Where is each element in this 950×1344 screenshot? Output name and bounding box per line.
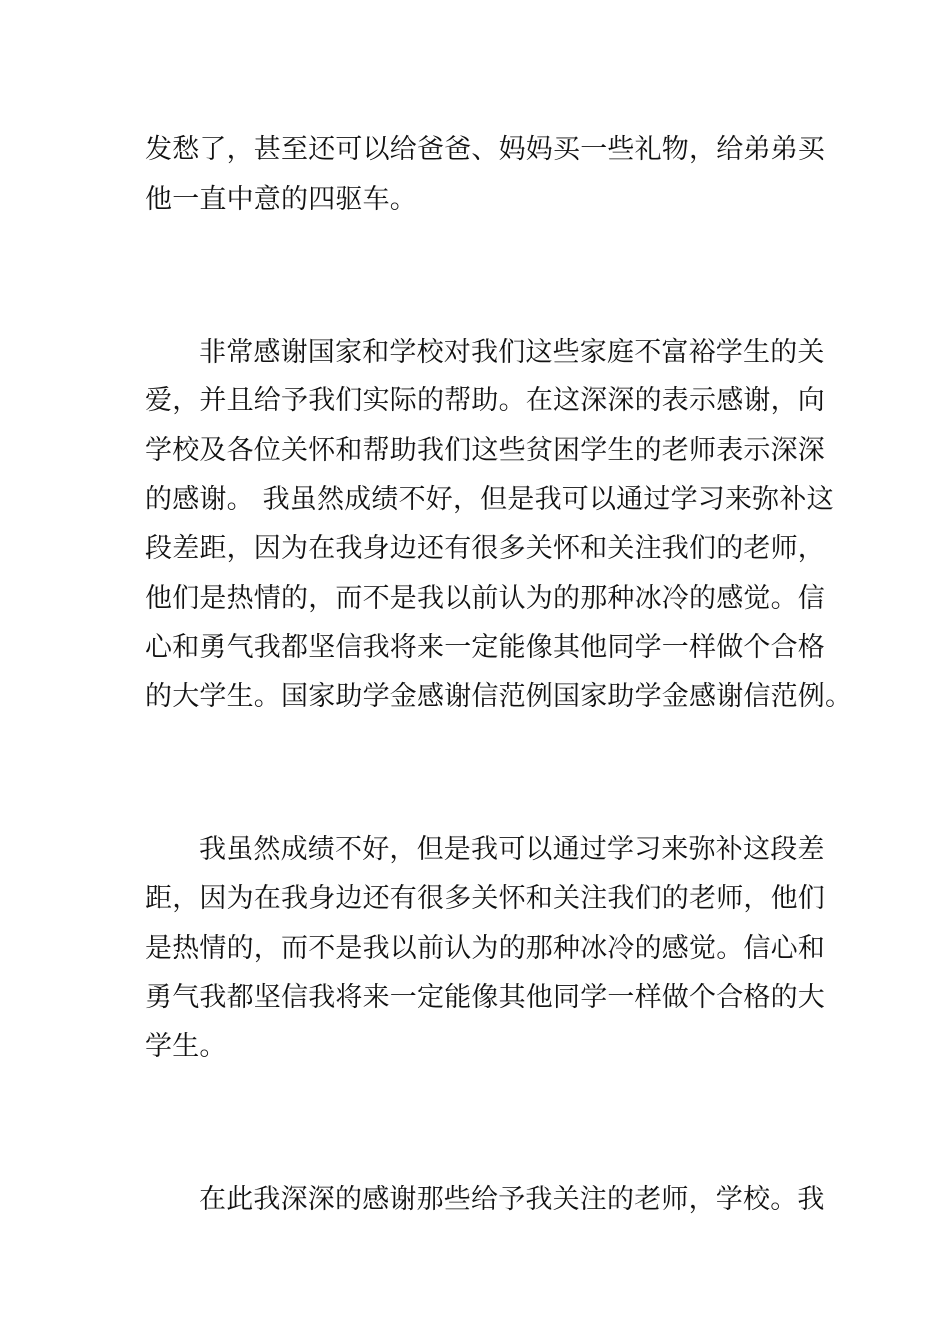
paragraph-2-line-3: 学校及各位关怀和帮助我们这些贫困学生的老师表示深深 xyxy=(145,435,825,466)
paragraph-2-line-5: 段差距，因为在我身边还有很多关怀和关注我们的老师， xyxy=(145,533,825,564)
paragraph-4-line-1: 在此我深深的感谢那些给予我关注的老师，学校。我 xyxy=(199,1184,825,1215)
paragraph-3-line-1: 我虽然成绩不好，但是我可以通过学习来弥补这段差 xyxy=(199,834,825,865)
paragraph-3-line-5: 学生。 xyxy=(145,1031,227,1062)
paragraph-2-line-6: 他们是热情的，而不是我以前认为的那种冰冷的感觉。信 xyxy=(145,583,825,614)
paragraph-1-line-1: 发愁了，甚至还可以给爸爸、妈妈买一些礼物，给弟弟买 xyxy=(145,134,825,165)
paragraph-2-line-1: 非常感谢国家和学校对我们这些家庭不富裕学生的关 xyxy=(199,337,825,368)
paragraph-3-line-3: 是热情的，而不是我以前认为的那种冰冷的感觉。信心和 xyxy=(145,933,825,964)
paragraph-3-line-2: 距，因为在我身边还有很多关怀和关注我们的老师，他们 xyxy=(145,883,825,914)
paragraph-2-line-2: 爱，并且给予我们实际的帮助。在这深深的表示感谢，向 xyxy=(145,385,825,416)
paragraph-2-line-8: 的大学生。国家助学金感谢信范例国家助学金感谢信范例。 xyxy=(145,681,853,712)
paragraph-1-line-2: 他一直中意的四驱车。 xyxy=(145,184,417,215)
paragraph-2-line-7: 心和勇气我都坚信我将来一定能像其他同学一样做个合格 xyxy=(145,632,825,663)
paragraph-3-line-4: 勇气我都坚信我将来一定能像其他同学一样做个合格的大 xyxy=(145,982,825,1013)
paragraph-2-line-4: 的感谢。 我虽然成绩不好，但是我可以通过学习来弥补这 xyxy=(145,484,834,515)
